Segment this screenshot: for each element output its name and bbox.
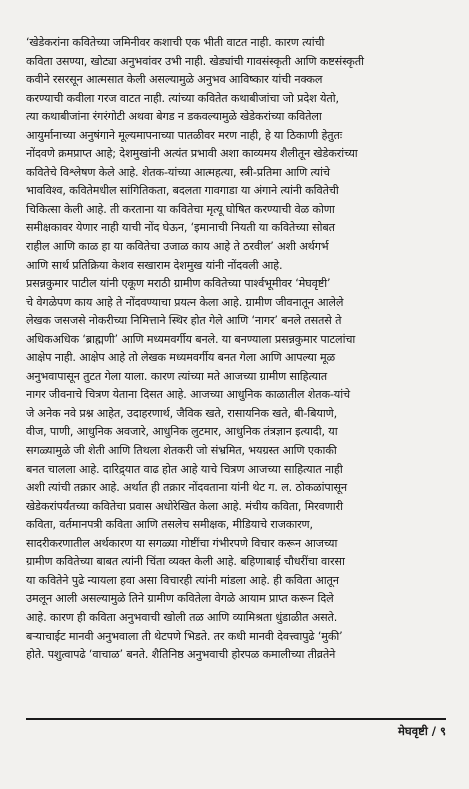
text-line: नागर जीवनाचे चित्रण येताना दिसत आहे. आजच्या आधुनिक काळातील शेतक-यांचे xyxy=(26,388,350,402)
text-line: उमलून आली असल्यामुळे तिने ग्रामीण कवितेला वेगळे आयाम प्राप्त करून दिले xyxy=(26,592,334,606)
text-line: चिकित्सा केली आहे. ती करताना या कवितेचा मृत्यू घोषित करण्याची वेळ कोणा xyxy=(26,202,335,216)
text-line: होते. पशुत्वापढे ‘वाचाळ’ बनते. शैतिनिष्ठ अनुभवाची होरपळ कमालीच्या तीव्रतेने xyxy=(26,648,336,662)
text-line: कविता, वर्तमानपत्री कविता आणि तसलेच समीक्षक, मीडियाचे राजकारण, xyxy=(26,518,313,532)
text-line: कविता उसण्या, खोट्या अनुभवांवर उभी नाही. खेड्यांची गावसंस्कृती आणि कष्टसंस्कृती xyxy=(26,54,364,68)
body-text xyxy=(26,34,446,665)
text-line: अधिकअधिक ‘ब्राह्मणी’ आणि मध्यमवर्गीय बनले. या बनण्याला प्रसन्नकुमार पाटलांचा xyxy=(26,332,356,346)
text-line: आयुर्मानाच्या अनुषंगाने मूल्यमापनाच्या पातळीवर मरण नाही, हे या ठिकाणी हेतुतः xyxy=(26,128,343,142)
text-line: ‘खेडेकरांना कवितेच्या जमिनीवर कशाची एक भीती वाटत नाही. कारण त्यांची xyxy=(26,36,325,49)
text-line: अनुभवापासून तुटत गेला याला. कारण त्यांच्या मते आजच्या ग्रामीण साहित्यात xyxy=(26,369,328,383)
text-line: कवितेचे विश्लेषण केले आहे. शेतक-यांच्या आत्महत्या, स्त्री-प्रतिमा आणि त्यांचे xyxy=(26,165,330,179)
text-line: प्रसन्नकुमार पाटील यांनी एकूण मराठी ग्रामीण कवितेच्या पार्श्वभूमीवर ‘मेघवृष्टी’ xyxy=(26,277,331,291)
running-footer-label: मेघवृष्टी / ९ xyxy=(398,724,446,738)
text-line: अशी त्यांची तक्रार आहे. अर्थात ही तक्रार नोंदवताना यांनी थेट ग. ल. ठोकळांपासून xyxy=(26,481,347,495)
text-line: त्या कथाबीजांना रंगरंगोटी अथवा बेगड न डकवल्यामुळे खेडेकरांच्या कवितेला xyxy=(26,110,322,124)
text-line: राहील आणि काळ हा या कवितेचा उजाळ काय आहे ते ठरवील’ अशी अर्थगर्भ xyxy=(26,240,329,254)
text-line: आक्षेप नाही. आक्षेप आहे तो लेखक मध्यमवर्गीय बनत गेला आणि आपल्या मूळ xyxy=(26,351,335,365)
text-line: कवीने रसरसून आत्मसात केली असल्यामुळे अनुभव आविष्कार यांची नक्कल xyxy=(26,73,323,87)
footer-rule xyxy=(26,718,446,720)
text-line: चे वेगळेपण काय आहे ते नोंदवण्याचा प्रयत्न केला आहे. ग्रामीण जीवनातून आलेले xyxy=(26,295,344,309)
text-line: भावविश्व, कवितेमधील सांगितिकता, बदलता गावगाडा या अंगाने त्यांनी कवितेची xyxy=(26,184,339,198)
text-line: सगळ्यामुळे जी शेती आणि तिथला शेतकरी जो संभ्रमित, भयग्रस्त आणि एकाकी xyxy=(26,444,337,458)
text-line: बऱ्याचाईट मानवी अनुभवाला ती थेटपणे भिडते. तर कधी मानवी देवत्त्वापुढे ‘मुकी’ xyxy=(26,629,343,643)
text-line: या कवितेने पुढे न्यायला हवा असा विचारही त्यांनी मांडला आहे. ही कविता आतून xyxy=(26,573,339,587)
page-footer xyxy=(26,718,446,740)
text-line: लेखक जसजसे नोकरीच्या निमित्ताने स्थिर होत गेले आणि ‘नागर’ बनले तसतसे ते xyxy=(26,314,342,328)
text-line: नोंदवणे क्रमप्राप्त आहे; देशमुखांनी अत्यंत प्रभावी अशा काव्यमय शैलीतून खेडेकरांच्या xyxy=(26,147,358,161)
text-line: बनत चालला आहे. दारिद्र्यात वाढ होत आहे याचे चित्रण आजच्या साहित्यात नाही xyxy=(26,462,343,476)
text-line: वीज, पाणी, आधुनिक अवजारे, आधुनिक लुटमार, आधुनिक तंत्रज्ञान इत्यादी, या xyxy=(26,425,338,439)
text-line: करण्याची कवीला गरज वाटत नाही. त्यांच्या कवितेत कथाबीजांचा जो प्रदेश येतो, xyxy=(26,91,339,105)
text-line: आणि सार्थ प्रतिक्रिया केशव सखाराम देशमुख यांनी नोंदवली आहे. xyxy=(26,258,283,272)
text-line: आहे. कारण ही कविता अनुभवाची खोली तळ आणि व्यामिश्रता धुंडाळीत असते. xyxy=(26,610,338,624)
text-line: समीक्षकावर येणार नाही याची नोंद घेऊन, ‘इमानाची नियती या कवितेच्या सोबत xyxy=(26,221,335,235)
text-line: ग्रामीण कवितेच्या बाबत त्यांनी चिंता व्यक्त केली आहे. बहिणाबाई चौधरींचा वारसा xyxy=(26,555,345,569)
text-line: जे अनेक नवे प्रश्न आहेत, उदाहरणार्थ, जैविक खते, रासायनिक खते, बी-बियाणे, xyxy=(26,406,337,420)
text-line: खेडेकरांपर्यंतच्या कवितेचा प्रवास अधोरेखित केला आहे. मंचीय कविता, मिरवणारी xyxy=(26,499,343,513)
text-line: सादरीकरणातील अर्थकारण या सगळ्या गोष्टींचा गंभीरपणे विचार करून आजच्या xyxy=(26,536,338,550)
